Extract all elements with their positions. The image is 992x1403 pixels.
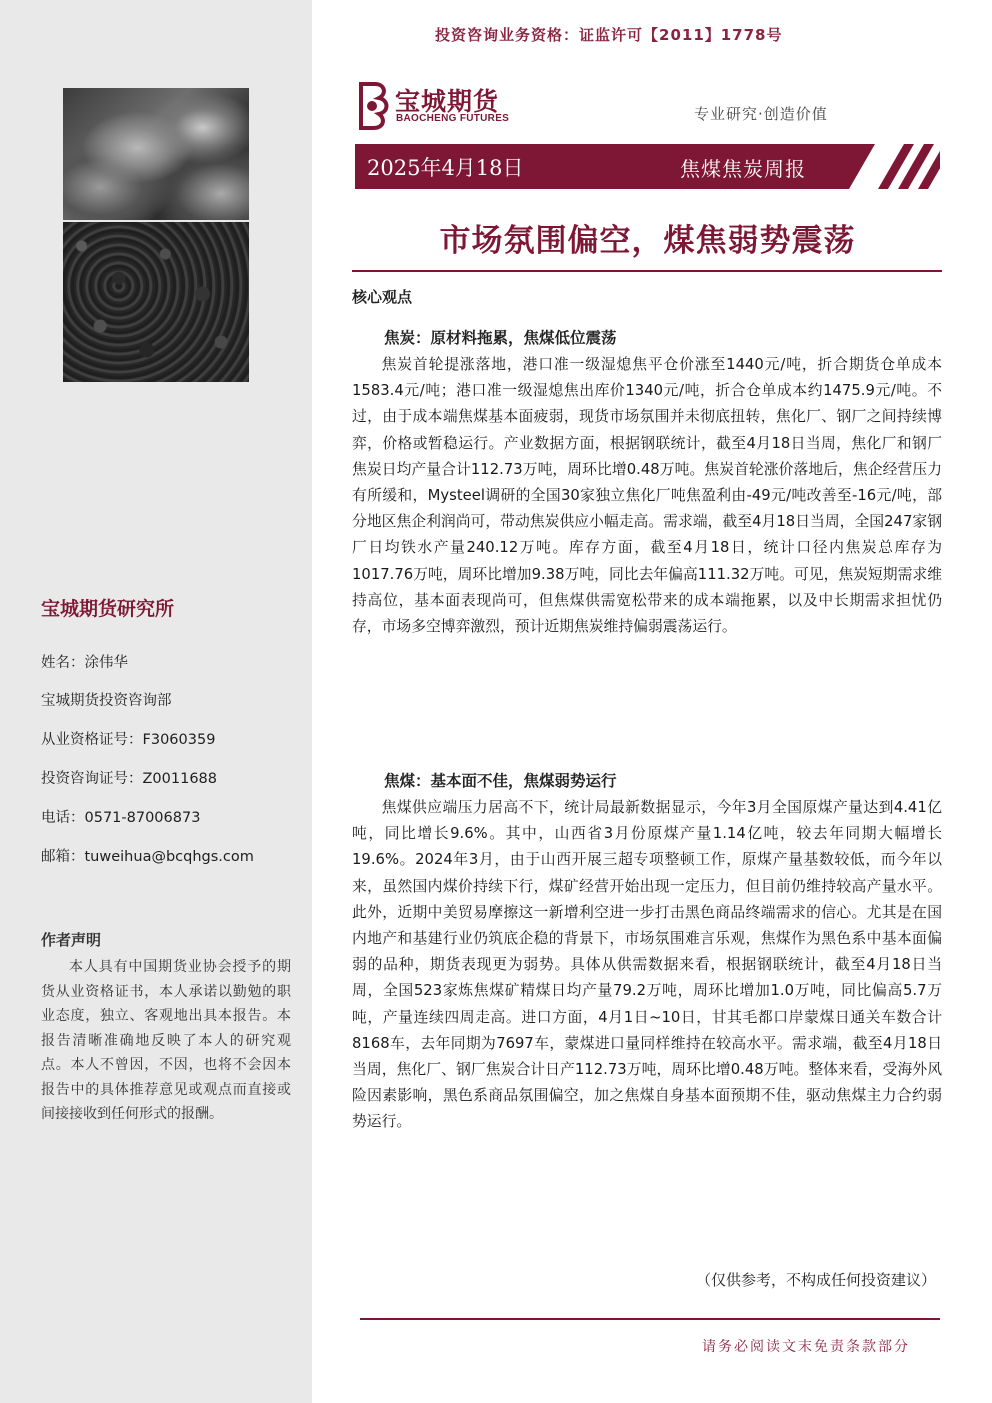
logo-english-text: BAOCHENG FUTURES xyxy=(396,113,510,124)
footer-notice: 请务必阅读文末免责条款部分 xyxy=(702,1339,910,1355)
author-phone: 电话：0571-87006873 xyxy=(41,810,201,826)
slogan: 专业研究·创造价值 xyxy=(694,105,828,123)
sidebar xyxy=(0,0,312,1403)
footer-divider xyxy=(360,1318,940,1320)
institute-title: 宝城期货研究所 xyxy=(41,599,175,620)
declaration-title: 作者声明 xyxy=(41,931,102,949)
consult-certificate: 投资咨询证号：Z0011688 xyxy=(41,771,218,787)
practice-certificate: 从业资格证号：F3060359 xyxy=(41,732,216,748)
coal-photo xyxy=(63,222,249,382)
report-headline: 市场氛围偏空，煤焦弱势震荡 xyxy=(439,223,856,259)
disclaimer: （仅供参考，不构成任何投资建议） xyxy=(695,1271,936,1289)
section-coke-text: 焦炭首轮提涨落地，港口准一级湿熄焦平仓价涨至1440元/吨，折合期货仓单成本1583.4元/吨；港口准一级湿熄焦出库价1340元/吨，折合仓单成本约1475.9元/吨。不过，由于成本端焦煤基本面疲弱，现货市场氛围并未彻底扭转，焦化厂、钢厂之间持续博弈，价格或暂稳运行。产业数据方面，根据钢联统计，截至4月18日当周，焦化厂和钢厂焦炭日均产量合计112.73万吨，周环比增0.48万吨。焦炭首轮涨价落地后，焦企经营压力有所缓和，Mysteel调研的全国30家独立焦化厂吨焦盈利由-49元/吨改善至-16元/吨，部分地区焦企利润尚可，带动焦炭供应小幅走高。需求端，截至4月18日当周，全国247家钢厂日均铁水产量240.12万吨。库存方面，截至4月18日，统计口径内焦炭总库存为1017.76万吨，周环比增加9.38万吨，同比去年偏高111.32万吨。可见，焦炭短期需求维持高位，基本面表现尚可，但焦煤供需宽松带来的成本端拖累，以及中长期需求担忧仍存，市场多空博弈激烈，预计近期焦炭维持偏弱震荡运行。 xyxy=(352,356,942,636)
author-email: 邮箱：tuweihua@bcqhgs.com xyxy=(41,849,254,865)
core-views-title: 核心观点 xyxy=(352,288,413,306)
author-department: 宝城期货投资咨询部 xyxy=(41,693,172,709)
report-date: 2025年4月18日 xyxy=(367,156,524,180)
license-line: 投资咨询业务资格：证监许可【2011】1778号 xyxy=(435,26,783,44)
report-type: 焦煤焦炭周报 xyxy=(680,157,806,181)
company-logo xyxy=(355,80,545,132)
logo-mark-icon xyxy=(355,80,393,132)
report-banner xyxy=(355,144,940,189)
logo-chinese-text: 宝城期货 xyxy=(395,87,500,116)
author-name: 姓名：涂伟华 xyxy=(41,655,128,671)
coke-photo xyxy=(63,88,249,220)
section-coke-title: 焦炭：原材料拖累，焦煤低位震荡 xyxy=(384,329,617,347)
declaration-text: 本人具有中国期货业协会授予的期货从业资格证书，本人承诺以勤勉的职业态度，独立、客观地出具本报告。本报告清晰准确地反映了本人的研究观点。本人不曾因，不因，也将不会因本报告中的具体推荐意见或观点而直接或间接接收到任何形式的报酬。 xyxy=(41,959,291,1122)
section-coking-coal-text: 焦煤供应端压力居高不下，统计局最新数据显示，今年3月全国原煤产量达到4.41亿吨，同比增长9.6%。其中，山西省3月份原煤产量1.14亿吨，较去年同期大幅增长19.6%。2024年3月，由于山西开展三超专项整顿工作，原煤产量基数较低，而今年以来，虽然国内煤价持续下行，煤矿经营开始出现一定压力，但目前仍维持较高产量水平。此外，近期中美贸易摩擦这一新增利空进一步打击黑色商品终端需求的信心。尤其是在国内地产和基建行业仍筑底企稳的背景下，市场氛围难言乐观，焦煤作为黑色系中基本面偏弱的品种，期货表现更为弱势。具体从供需数据来看，根据钢联统计，截至4月18日当周，全国523家炼焦煤矿精煤日均产量79.2万吨，周环比增加1.0万吨，同比偏高5.7万吨，产量连续四周走高。进口方面，4月1日~10日，甘其毛都口岸蒙煤日通关车数合计8168车，去年同期为7697车，蒙煤进口量同样维持在较高水平。需求端，截至4月18日当周，焦化厂、钢厂焦炭合计日产112.73万吨，周环比增0.48万吨。整体来看，受海外风险因素影响，黑色系商品氛围偏空，加之焦煤自身基本面预期不佳，驱动焦煤主力合约弱势运行。 xyxy=(352,799,942,1131)
divider xyxy=(352,270,942,272)
section-coking-coal-title: 焦煤：基本面不佳，焦煤弱势运行 xyxy=(384,772,617,790)
